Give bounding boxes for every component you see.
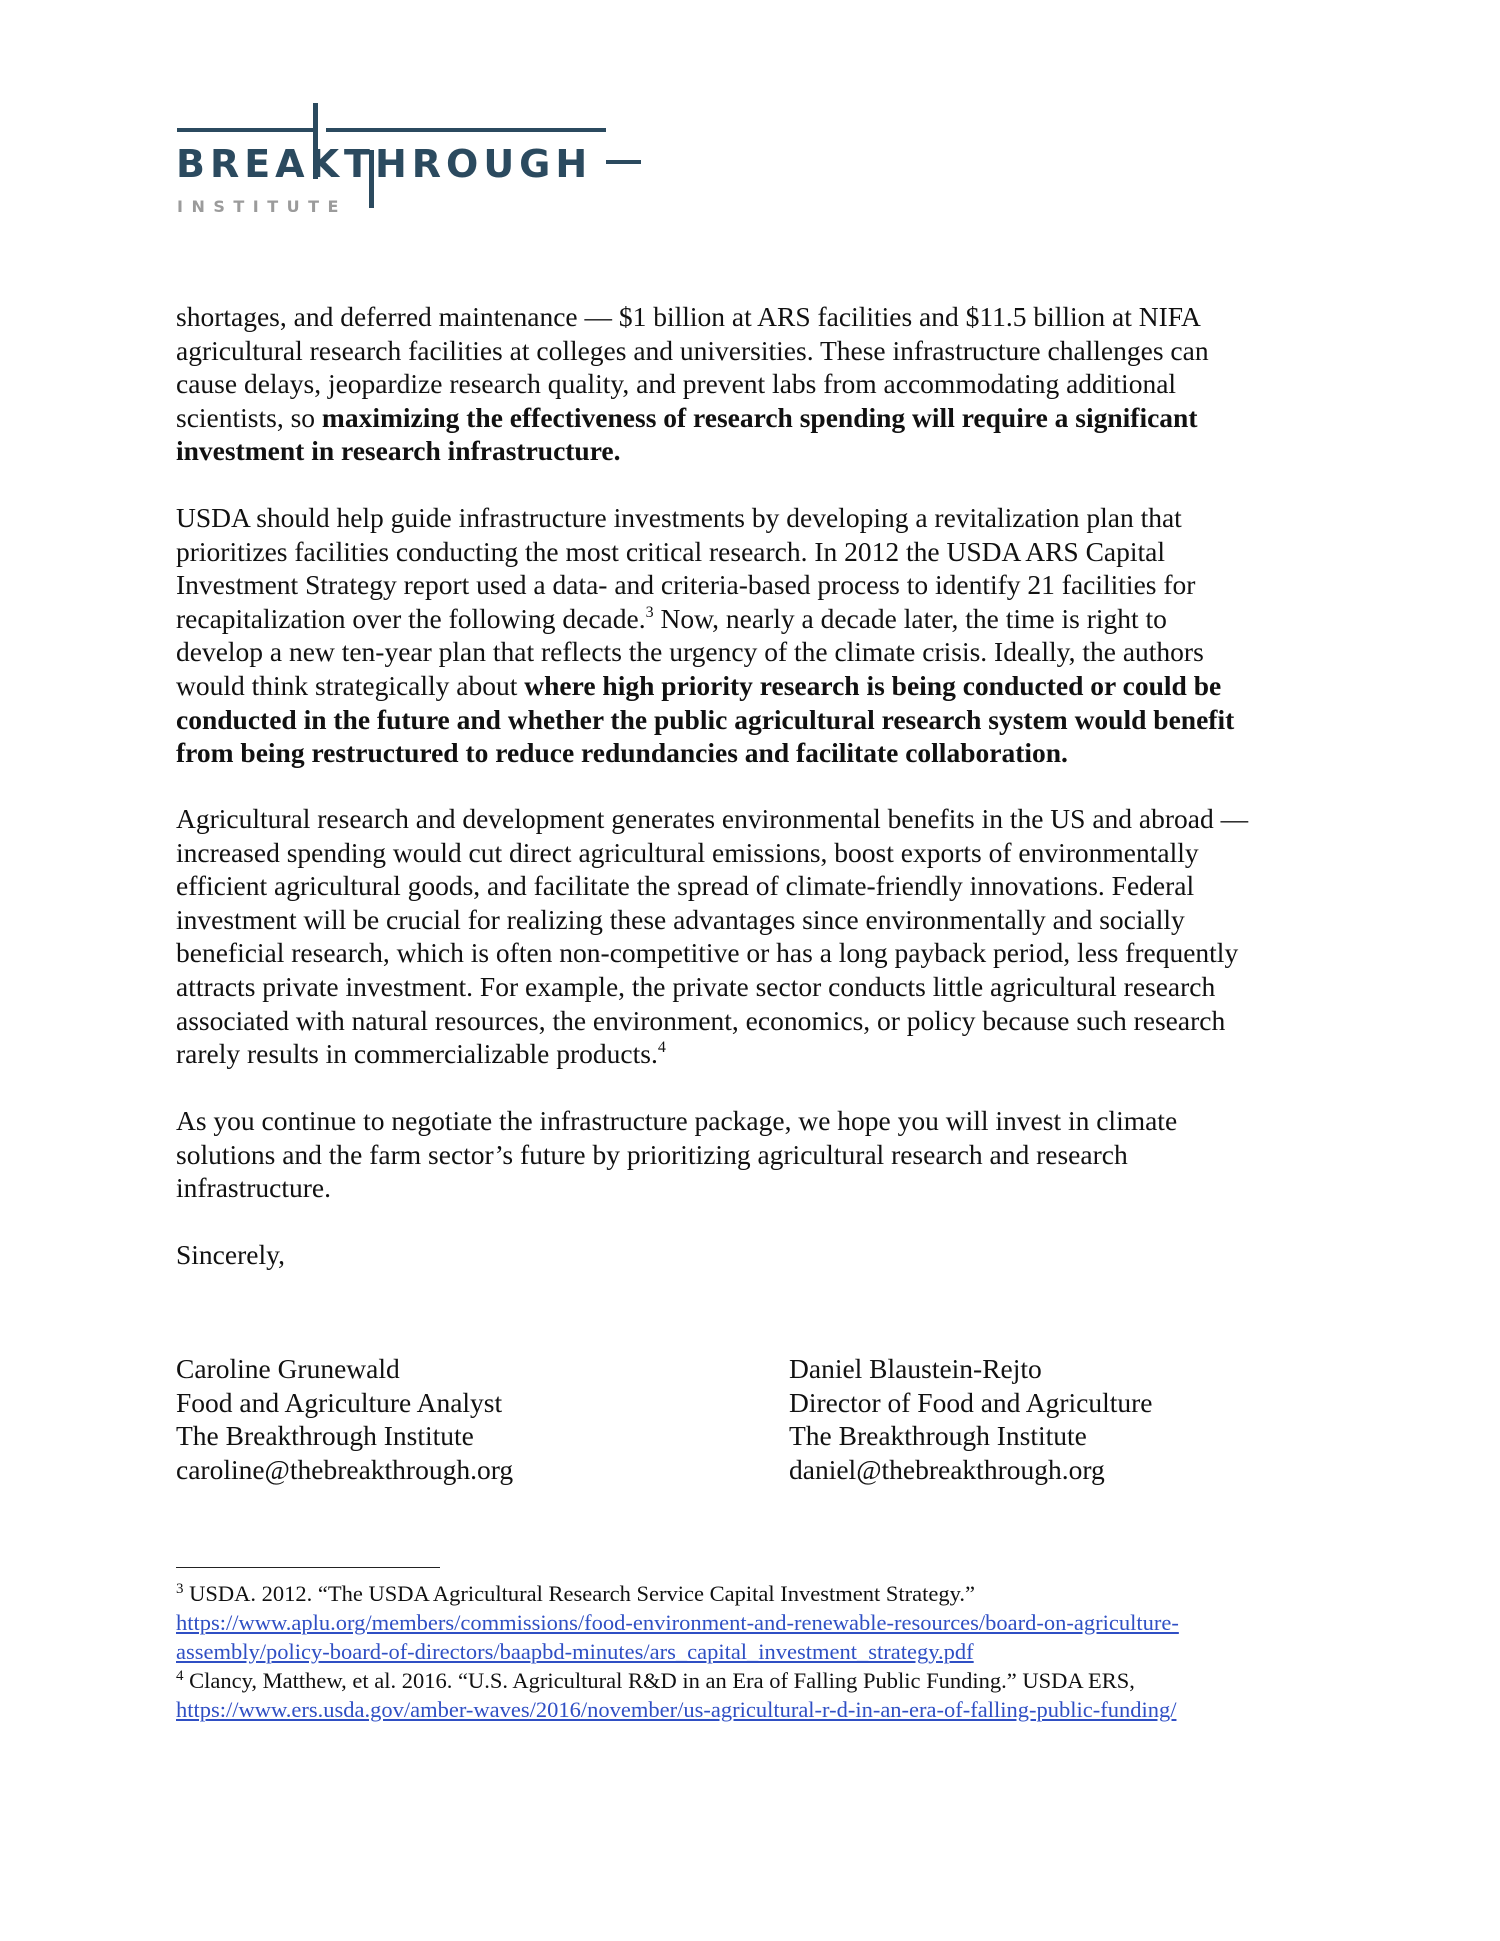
text-run: shortages, and deferred maintenance — $1 billion at ARS facilities and $11.5 billion at NIFA xyxy=(176,301,1201,332)
text-line xyxy=(176,703,1316,737)
text-line xyxy=(176,401,1316,435)
footnote-number: 4 xyxy=(176,1668,184,1684)
sincerely-text: Sincerely, xyxy=(176,1239,285,1270)
text-run: associated with natural resources, the environment, economics, or policy because such research xyxy=(176,1004,1226,1036)
text-run: would think strategically about xyxy=(176,669,525,701)
logo-mark-icon xyxy=(176,100,646,215)
footnote-link[interactable]: https://www.ers.usda.gov/amber-waves/2016/november/us-agricultural-r-d-in-an-era-of-falling-public-funding/ xyxy=(176,1697,1177,1722)
text-run: USDA should help guide infrastructure investments by developing a revitalization plan that xyxy=(176,502,1182,533)
signer-organization: The Breakthrough Institute xyxy=(176,1420,474,1452)
bold-text: investment in research infrastructure. xyxy=(176,435,621,467)
footnote-reference: 4 xyxy=(657,1039,666,1057)
bold-text: maximizing the effectiveness of research spending will require a significant xyxy=(321,401,1198,433)
text-line xyxy=(176,1138,1316,1172)
text-run: Investment Strategy report used a data- and criteria-based process to identify 21 facilities for xyxy=(176,569,1196,601)
text-run: infrastructure. xyxy=(176,1172,331,1204)
footnote-number: 3 xyxy=(176,1581,184,1597)
paragraph-infrastructure-backlog xyxy=(176,300,1316,468)
text-run: Agricultural research and development generates environmental benefits in the US and abroad — xyxy=(176,803,1249,834)
footnotes xyxy=(176,1579,1316,1724)
text-line xyxy=(176,535,1316,569)
signer-email: caroline@thebreakthrough.org xyxy=(176,1453,514,1485)
text-run: rarely results in commercializable products. xyxy=(176,1038,658,1070)
paragraph-closing-request xyxy=(176,1104,1316,1205)
logo-subtitle: INSTITUTE xyxy=(177,197,347,215)
text-line xyxy=(176,334,1316,368)
signer-email: daniel@thebreakthrough.org xyxy=(789,1453,1105,1485)
footnote-4 xyxy=(176,1666,1316,1724)
footnote-link[interactable]: https://www.aplu.org/members/commissions/food-environment-and-renewable-resources/board-on-agriculture- xyxy=(176,1610,1179,1635)
footnote-separator xyxy=(176,1567,440,1568)
text-run: As you continue to negotiate the infrastructure package, we hope you will invest in climate xyxy=(176,1105,1178,1136)
paragraph-environmental-benefits xyxy=(176,802,1316,1071)
footnote-citation xyxy=(176,1666,1316,1695)
signer-name: Caroline Grunewald xyxy=(176,1353,400,1384)
text-run: cause delays, jeopardize research quality, and prevent labs from accommodating additional xyxy=(176,368,1177,400)
text-run: investment will be crucial for realizing these advantages since environmentally and socially xyxy=(176,903,1185,935)
text-line xyxy=(176,300,1316,334)
footnote-link-line[interactable] xyxy=(176,1695,1316,1724)
text-run: recapitalization over the following decade. xyxy=(176,602,646,634)
breakthrough-institute-logo xyxy=(176,100,646,215)
text-run: scientists, so xyxy=(176,401,322,433)
text-line xyxy=(176,568,1316,602)
text-line xyxy=(176,501,1316,535)
text-line xyxy=(176,669,1316,703)
bold-text: conducted in the future and whether the public agricultural research system would benefit xyxy=(176,703,1235,735)
footnote-link-line[interactable] xyxy=(176,1637,1316,1666)
text-line xyxy=(176,434,1316,468)
text-line xyxy=(176,970,1316,1004)
text-line xyxy=(176,903,1316,937)
text-line xyxy=(176,635,1316,669)
text-run: Now, nearly a decade later, the time is right to xyxy=(653,602,1167,634)
bold-text: from being restructured to reduce redundancies and facilitate collaboration. xyxy=(176,737,1068,769)
text-line xyxy=(176,1104,1316,1138)
signature-block-caroline xyxy=(176,1352,513,1486)
text-run: prioritizes facilities conducting the most critical research. In 2012 the USDA ARS Capital xyxy=(176,535,1166,567)
signer-name: Daniel Blaustein-Rejto xyxy=(789,1353,1042,1384)
footnote-text: USDA. 2012. “The USDA Agricultural Research Service Capital Investment Strategy.” xyxy=(183,1581,975,1606)
text-run: solutions and the farm sector’s future by prioritizing agricultural research and research xyxy=(176,1138,1128,1170)
text-run: increased spending would cut direct agricultural emissions, boost exports of environmentally xyxy=(176,836,1199,868)
text-line xyxy=(176,1171,1316,1205)
text-run: agricultural research facilities at colleges and universities. These infrastructure challenges can xyxy=(176,334,1209,366)
footnote-3 xyxy=(176,1579,1316,1666)
text-run: beneficial research, which is often non-competitive or has a long payback period, less frequently xyxy=(176,937,1239,969)
signature-block-daniel xyxy=(789,1352,1153,1486)
paragraph-revitalization-plan xyxy=(176,501,1316,770)
text-line xyxy=(176,936,1316,970)
signer-title: Director of Food and Agriculture xyxy=(789,1386,1153,1418)
text-line xyxy=(176,736,1316,770)
text-line xyxy=(176,836,1316,870)
text-line xyxy=(176,602,1316,636)
text-run: develop a new ten-year plan that reflects the urgency of the climate crisis. Ideally, the authors xyxy=(176,636,1204,668)
footnote-citation xyxy=(176,1579,1316,1608)
text-line xyxy=(176,1004,1316,1038)
bold-text: where high priority research is being conducted or could be xyxy=(524,669,1222,701)
logo-wordmark: BREAKTHROUGH xyxy=(176,142,593,186)
footnote-reference: 3 xyxy=(645,603,654,621)
text-run: attracts private investment. For example, the private sector conducts little agricultural research xyxy=(176,970,1216,1002)
text-line xyxy=(176,802,1316,836)
signer-organization: The Breakthrough Institute xyxy=(789,1420,1087,1452)
closing-salutation xyxy=(176,1238,1316,1272)
footnote-link[interactable]: assembly/policy-board-of-directors/baapbd-minutes/ars_capital_investment_strategy.pdf xyxy=(176,1639,974,1664)
text-line xyxy=(176,869,1316,903)
text-line xyxy=(176,367,1316,401)
signer-title: Food and Agriculture Analyst xyxy=(176,1386,503,1418)
footnote-text: Clancy, Matthew, et al. 2016. “U.S. Agricultural R&D in an Era of Falling Public Funding.” USDA ERS, xyxy=(183,1668,1135,1693)
text-line xyxy=(176,1037,1316,1071)
footnote-link-line[interactable] xyxy=(176,1608,1316,1637)
text-run: efficient agricultural goods, and facilitate the spread of climate-friendly innovations. Federal xyxy=(176,870,1195,902)
